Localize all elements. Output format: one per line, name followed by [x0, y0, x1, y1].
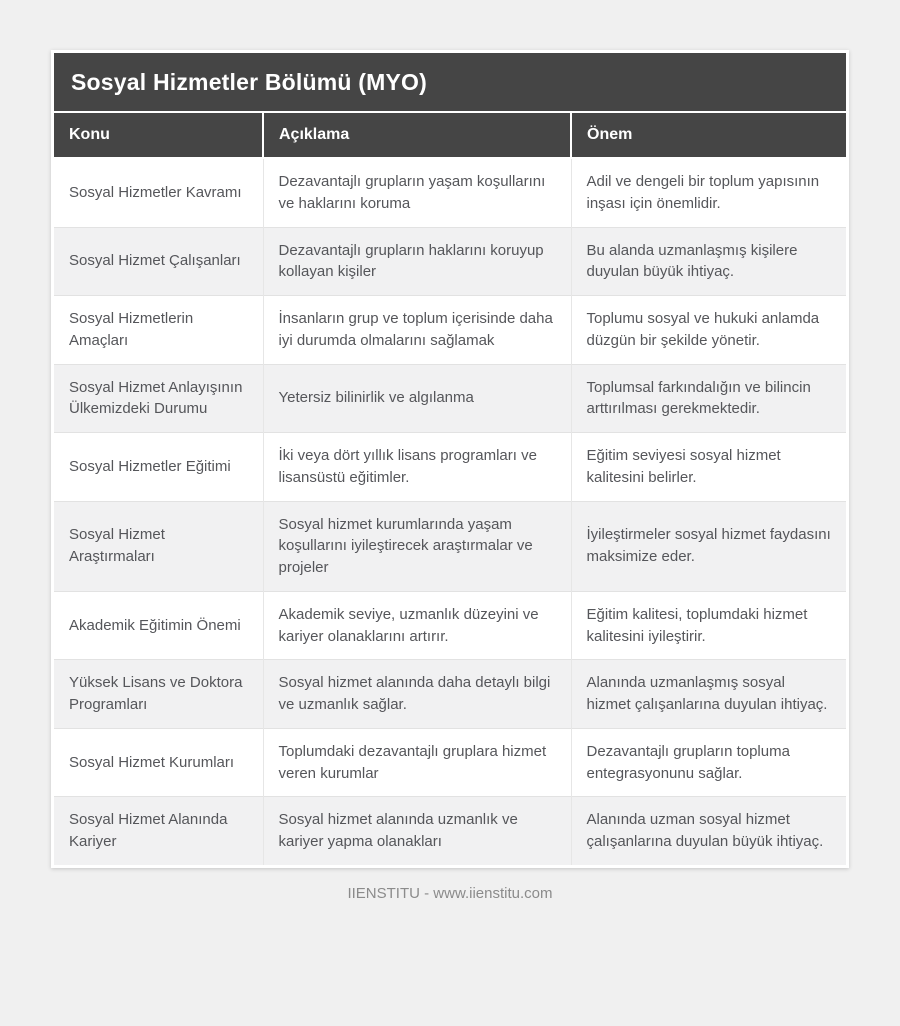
- cell-konu: Sosyal Hizmetler Eğitimi: [54, 433, 263, 502]
- cell-konu: Sosyal Hizmet Alanında Kariyer: [54, 797, 263, 865]
- cell-aciklama: Toplumdaki dezavantajlı gruplara hizmet veren kurumlar: [263, 728, 571, 797]
- cell-aciklama: Akademik seviye, uzmanlık düzeyini ve kariyer olanaklarını artırır.: [263, 591, 571, 660]
- cell-aciklama: Yetersiz bilinirlik ve algılanma: [263, 364, 571, 433]
- table-row: [54, 591, 846, 660]
- table-row: [54, 797, 846, 865]
- cell-konu: Sosyal Hizmetlerin Amaçları: [54, 296, 263, 365]
- cell-konu: Yüksek Lisans ve Doktora Programları: [54, 660, 263, 729]
- cell-onem: Eğitim kalitesi, toplumdaki hizmet kalitesini iyileştirir.: [571, 591, 846, 660]
- table-row: [54, 660, 846, 729]
- column-header-onem: Önem: [571, 113, 846, 158]
- table-row: [54, 433, 846, 502]
- cell-aciklama: Dezavantajlı grupların haklarını koruyup kollayan kişiler: [263, 227, 571, 296]
- page-title: Sosyal Hizmetler Bölümü (MYO): [54, 53, 846, 111]
- cell-konu: Sosyal Hizmet Çalışanları: [54, 227, 263, 296]
- cell-aciklama: Sosyal hizmet alanında uzmanlık ve kariyer yapma olanakları: [263, 797, 571, 865]
- column-header-konu: Konu: [54, 113, 263, 158]
- content-card: [51, 50, 849, 868]
- cell-aciklama: Dezavantajlı grupların yaşam koşullarını ve haklarını koruma: [263, 158, 571, 227]
- cell-onem: Adil ve dengeli bir toplum yapısının inşası için önemlidir.: [571, 158, 846, 227]
- cell-konu: Sosyal Hizmet Kurumları: [54, 728, 263, 797]
- cell-onem: Bu alanda uzmanlaşmış kişilere duyulan büyük ihtiyaç.: [571, 227, 846, 296]
- table-row: [54, 227, 846, 296]
- cell-onem: Toplumu sosyal ve hukuki anlamda düzgün bir şekilde yönetir.: [571, 296, 846, 365]
- cell-aciklama: İki veya dört yıllık lisans programları ve lisansüstü eğitimler.: [263, 433, 571, 502]
- table-header-row: [54, 113, 846, 158]
- table-row: [54, 296, 846, 365]
- cell-onem: Eğitim seviyesi sosyal hizmet kalitesini belirler.: [571, 433, 846, 502]
- cell-onem: Alanında uzman sosyal hizmet çalışanlarına duyulan büyük ihtiyaç.: [571, 797, 846, 865]
- cell-onem: Alanında uzmanlaşmış sosyal hizmet çalışanlarına duyulan ihtiyaç.: [571, 660, 846, 729]
- cell-konu: Sosyal Hizmet Anlayışının Ülkemizdeki Durumu: [54, 364, 263, 433]
- cell-aciklama: Sosyal hizmet alanında daha detaylı bilgi ve uzmanlık sağlar.: [263, 660, 571, 729]
- table-row: [54, 728, 846, 797]
- column-header-aciklama: Açıklama: [263, 113, 571, 158]
- cell-onem: İyileştirmeler sosyal hizmet faydasını maksimize eder.: [571, 501, 846, 591]
- footer-credit: IIENSTITU - www.iienstitu.com: [347, 884, 553, 902]
- table-row: [54, 501, 846, 591]
- cell-konu: Sosyal Hizmetler Kavramı: [54, 158, 263, 227]
- cell-aciklama: Sosyal hizmet kurumlarında yaşam koşullarını iyileştirecek araştırmalar ve projeler: [263, 501, 571, 591]
- cell-konu: Akademik Eğitimin Önemi: [54, 591, 263, 660]
- cell-konu: Sosyal Hizmet Araştırmaları: [54, 501, 263, 591]
- table-row: [54, 158, 846, 227]
- cell-onem: Dezavantajlı grupların topluma entegrasyonunu sağlar.: [571, 728, 846, 797]
- info-table: [54, 113, 846, 865]
- table-row: [54, 364, 846, 433]
- cell-onem: Toplumsal farkındalığın ve bilincin arttırılması gerekmektedir.: [571, 364, 846, 433]
- cell-aciklama: İnsanların grup ve toplum içerisinde daha iyi durumda olmalarını sağlamak: [263, 296, 571, 365]
